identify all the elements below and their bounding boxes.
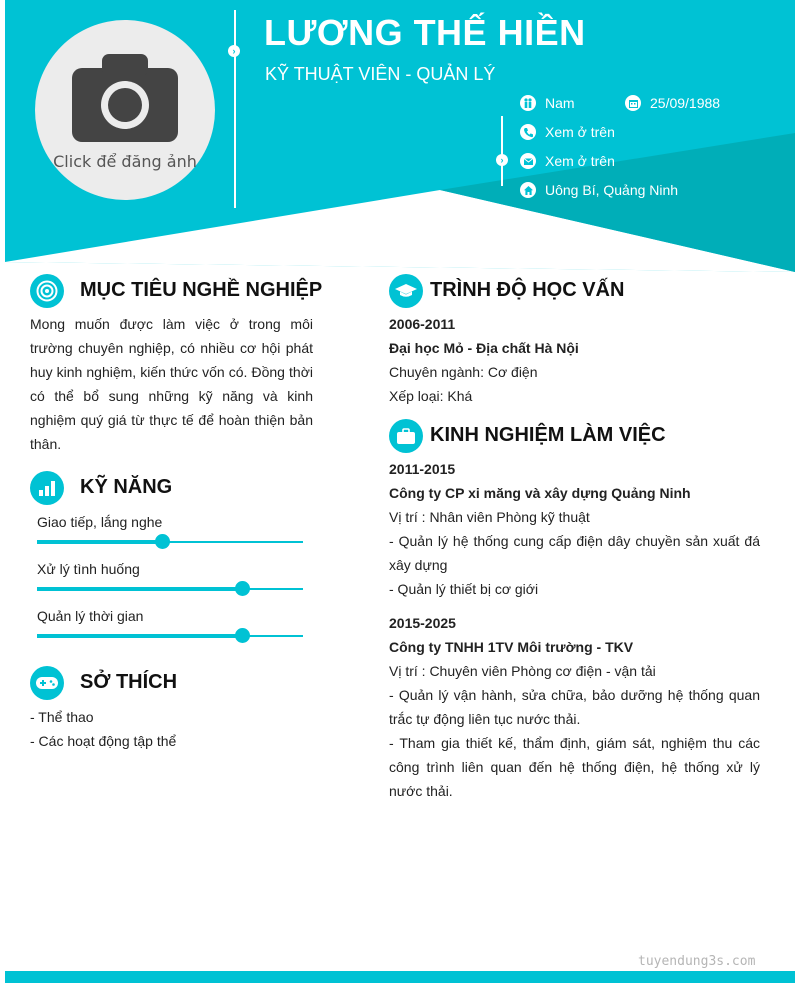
target-icon: [30, 274, 64, 308]
skill-level-fill: [37, 587, 242, 591]
skill-label: Xử lý tình huống: [37, 561, 140, 577]
education-title: TRÌNH ĐỘ HỌC VẤN: [430, 279, 625, 301]
graduation-cap-icon: [389, 274, 423, 308]
education-major: Chuyên ngành: Cơ điện: [389, 364, 538, 380]
hobby-item: - Các hoạt động tập thể: [30, 733, 177, 749]
footer-bar: [5, 971, 795, 983]
watermark: tuyendung3s.com: [638, 954, 756, 969]
objective-text: Mong muốn được làm việc ở trong môi trường chuyên nghiệp, có nhiều cơ hội phát huy kinh nghiệm, kiến thức vốn có. Đồng thời có thể bổ sung những kỹ năng và kinh nghiệm quý giá từ thực tế để hoàn thiện bản thân.: [30, 316, 313, 452]
skill-level-fill: [37, 540, 162, 544]
job-period: 2015-2025: [389, 615, 456, 631]
email-row: [520, 153, 615, 169]
gamepad-icon: [30, 666, 64, 700]
candidate-name: LƯƠNG THẾ HIỀN: [264, 12, 586, 53]
skill-level-bar: [37, 588, 303, 590]
candidate-role: KỸ THUẬT VIÊN - QUẢN LÝ: [265, 64, 496, 84]
skill-level-knob: [235, 581, 250, 596]
phone-icon: [520, 124, 536, 140]
avatar-upload-label: Click để đăng ảnh: [53, 151, 197, 171]
chevron-right-icon: ›: [228, 45, 240, 57]
job-duty: - Quản lý hệ thống cung cấp điện dây chuyền sản xuất đá xây dựng: [389, 533, 760, 573]
job-duty: - Tham gia thiết kế, thẩm định, giám sát, nghiệm thu các công trình liên quan đến hệ thống điện, hệ thống xử lý nước thải.: [389, 735, 760, 799]
birthdate-row: [625, 95, 720, 111]
skills-title: KỸ NĂNG: [80, 476, 173, 498]
contact-divider: [501, 116, 503, 186]
education-period: 2006-2011: [389, 316, 456, 332]
address-value: Uông Bí, Quảng Ninh: [545, 182, 679, 198]
experience-title: KINH NGHIỆM LÀM VIỆC: [430, 424, 666, 446]
mail-icon: [520, 153, 536, 169]
header-divider: [234, 10, 236, 208]
hobbies-title: SỞ THÍCH: [80, 671, 178, 693]
job-position: Vị trí : Chuyên viên Phòng cơ điện - vận tải: [389, 663, 656, 679]
skill-level-fill: [37, 634, 242, 638]
objective-title: MỤC TIÊU NGHỀ NGHIỆP: [80, 279, 323, 301]
education-grade: Xếp loại: Khá: [389, 388, 473, 404]
skill-level-knob: [235, 628, 250, 643]
home-icon: [520, 182, 536, 198]
skill-label: Giao tiếp, lắng nghe: [37, 514, 163, 530]
phone-row: [520, 124, 615, 140]
job-duty: - Quản lý vận hành, sửa chữa, bảo dưỡng hệ thống quan trắc tự động liên tục nước thải.: [389, 687, 760, 727]
gender-row: [520, 95, 575, 111]
job-company: Công ty TNHH 1TV Môi trường - TKV: [389, 639, 634, 655]
gender-icon: [520, 95, 536, 111]
bar-chart-icon: [30, 471, 64, 505]
education-school: Đại học Mỏ - Địa chất Hà Nội: [389, 340, 579, 356]
skill-level-bar: [37, 541, 303, 543]
phone-value: Xem ở trên: [545, 124, 615, 140]
avatar-upload[interactable]: [35, 20, 215, 200]
hobby-item: - Thể thao: [30, 709, 94, 725]
job-position: Vị trí : Nhân viên Phòng kỹ thuật: [389, 509, 590, 525]
job-period: 2011-2015: [389, 461, 456, 477]
address-row: [520, 182, 678, 198]
skill-level-bar: [37, 635, 303, 637]
camera-icon: [70, 50, 180, 146]
skill-label: Quản lý thời gian: [37, 608, 144, 624]
email-value: Xem ở trên: [545, 153, 615, 169]
briefcase-icon: [389, 419, 423, 453]
birthdate-value: 25/09/1988: [650, 95, 721, 111]
chevron-right-icon: ›: [496, 154, 508, 166]
skill-level-knob: [155, 534, 170, 549]
job-duty: - Quản lý thiết bị cơ giới: [389, 581, 539, 597]
gender-value: Nam: [545, 95, 575, 111]
calendar-icon: [625, 95, 641, 111]
job-company: Công ty CP xi măng và xây dựng Quảng Ninh: [389, 485, 691, 501]
